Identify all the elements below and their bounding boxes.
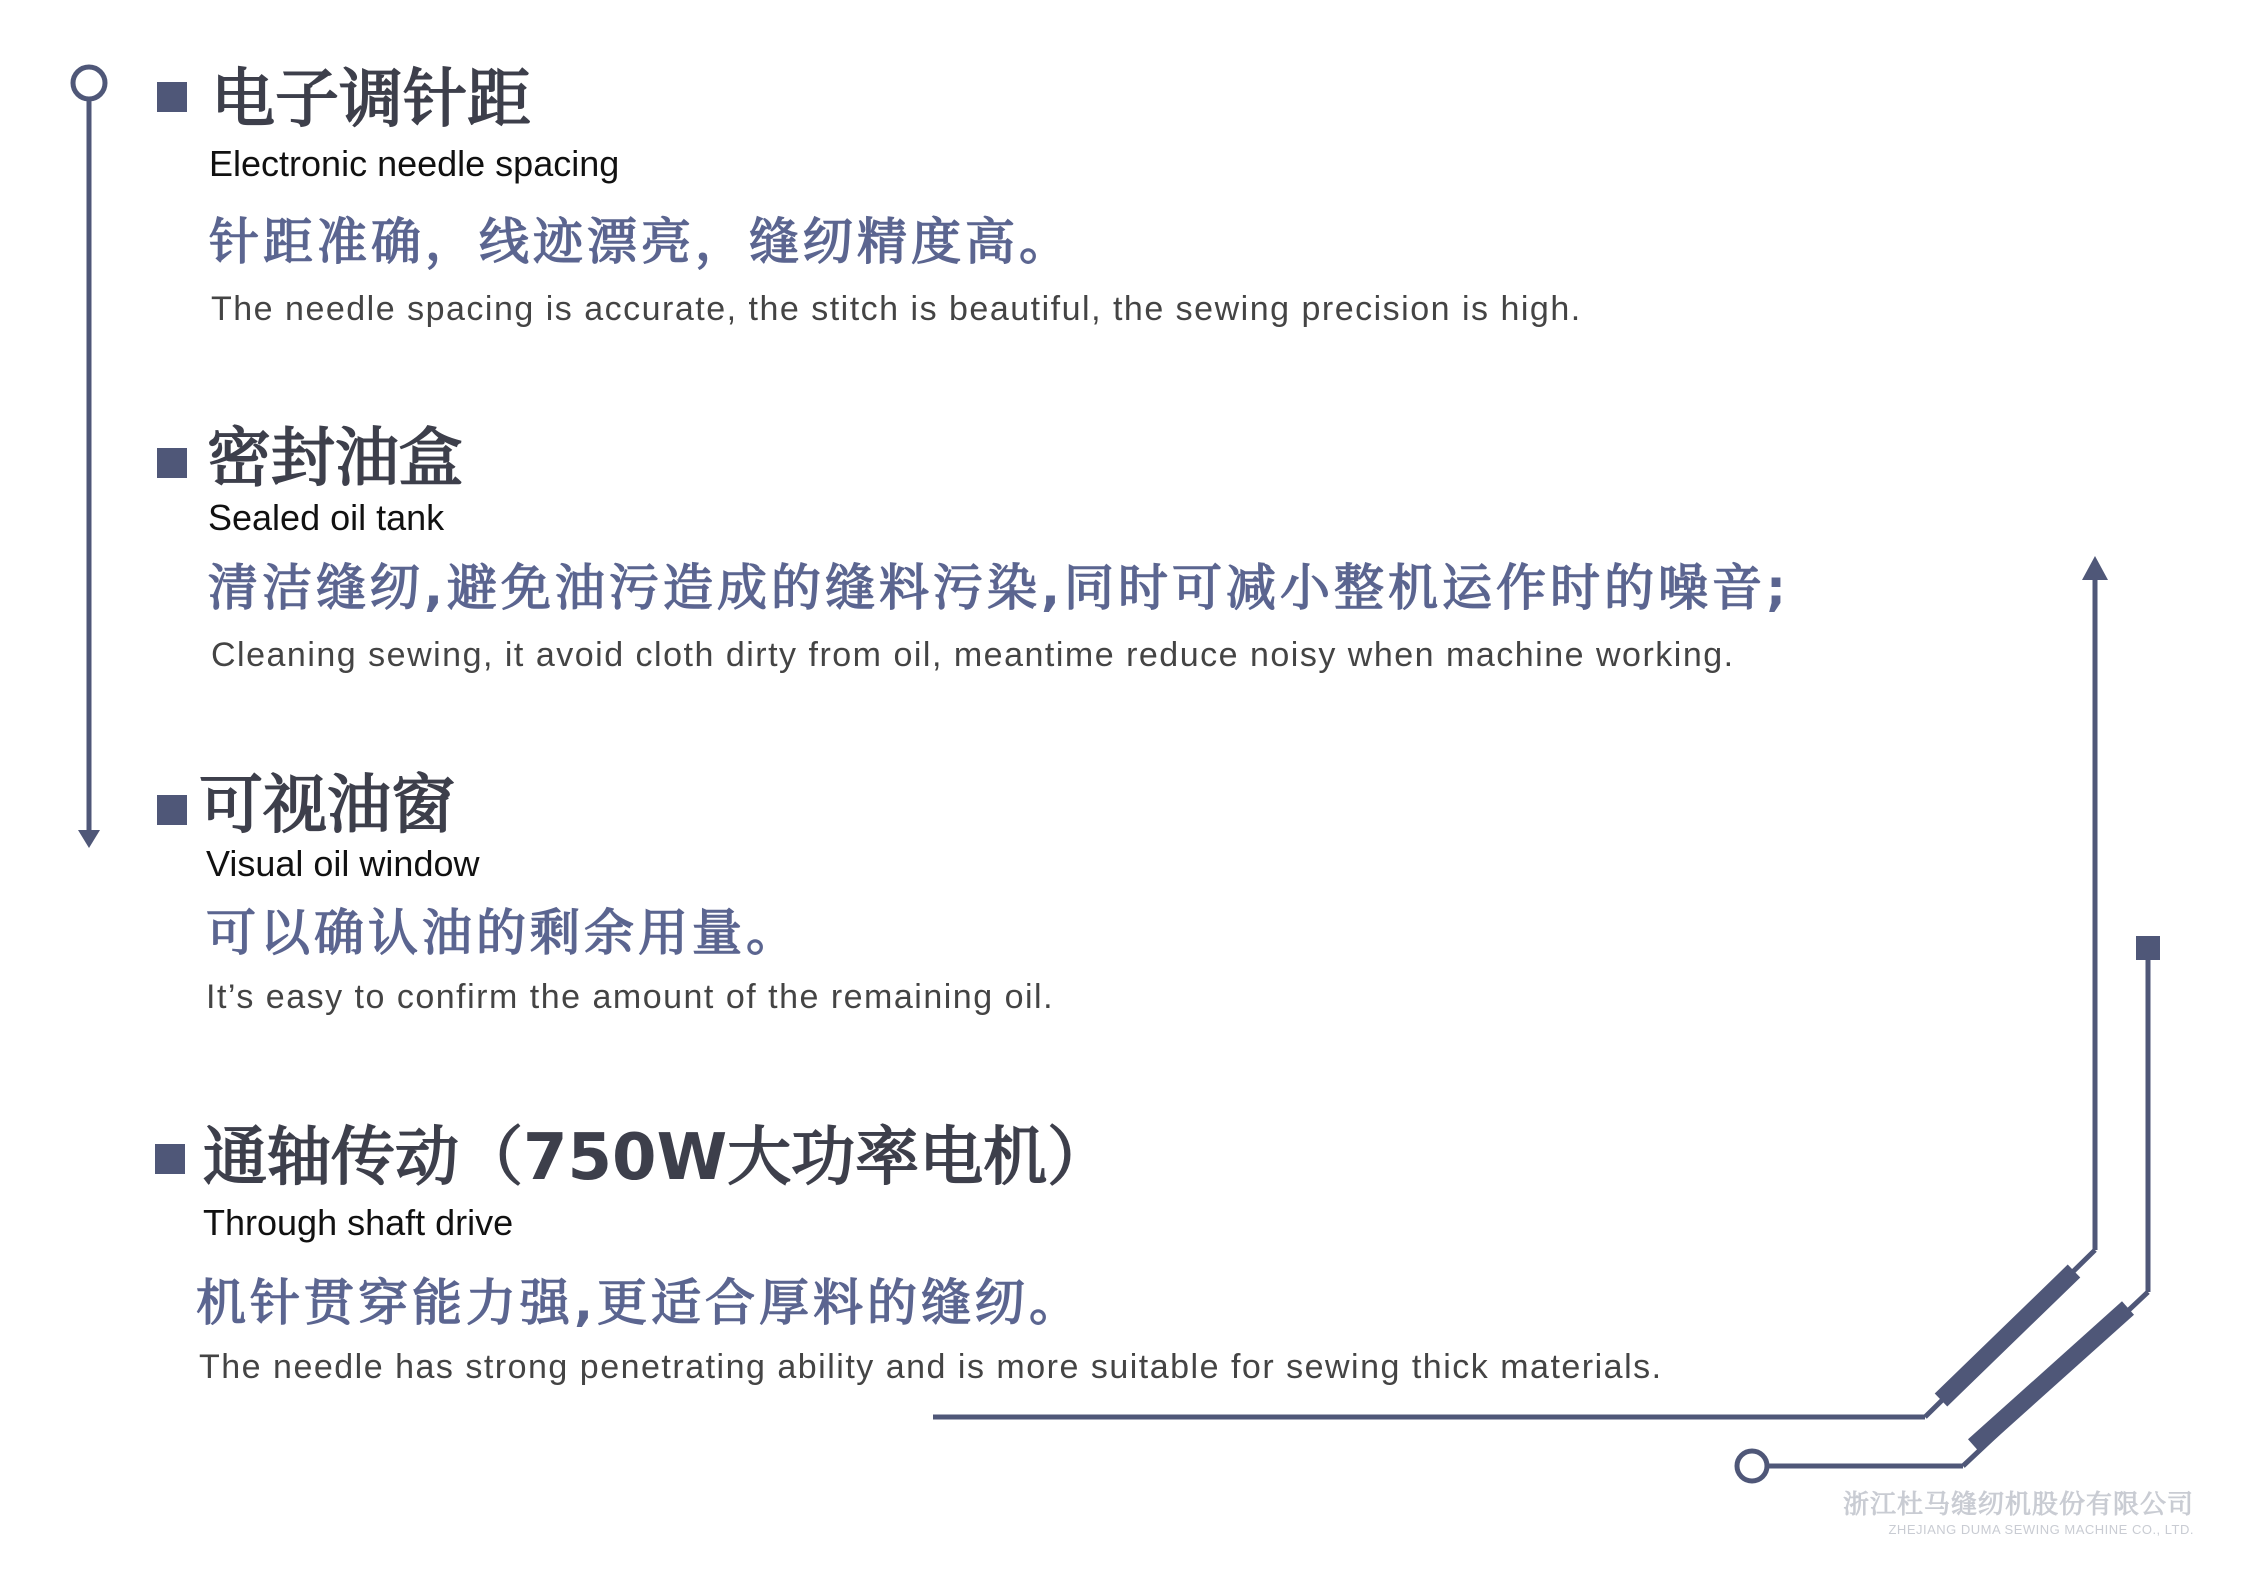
company-name-zh: 浙江杜马缝纫机股份有限公司 — [1842, 1490, 2194, 1520]
feature-title-zh: 可视油窗 — [199, 769, 455, 843]
circuit-thick-segment-lower — [1974, 1308, 2128, 1446]
circuit-end-circle — [1737, 1451, 1767, 1481]
square-bullet-icon — [157, 82, 187, 112]
feature-title-en: Visual oil window — [206, 843, 480, 884]
square-bullet-icon — [157, 795, 187, 825]
feature-title-zh: 通轴传动（750W大功率电机） — [203, 1121, 1112, 1195]
feature-description-en: Cleaning sewing, it avoid cloth dirty from oil, meantime reduce noisy when machine working. — [211, 636, 1735, 674]
feature-description-zh: 可以确认油的剩余用量。 — [206, 904, 800, 962]
feature-description-zh: 清洁缝纫,避免油污造成的缝料污染,同时可减小整机运作时的噪音; — [208, 559, 1790, 617]
feature-description-zh: 机针贯穿能力强,更适合厚料的缝纫。 — [196, 1274, 1083, 1332]
feature-description-en: The needle has strong penetrating ability and is more suitable for sewing thick materials. — [199, 1348, 1663, 1386]
feature-title-en: Sealed oil tank — [208, 497, 445, 538]
feature-description-zh: 针距准确，线迹漂亮，缝纫精度高。 — [209, 213, 1073, 271]
feature-title-zh: 密封油盒 — [207, 422, 463, 496]
square-bullet-icon — [157, 448, 187, 478]
circuit-decoration — [933, 578, 2148, 1481]
feature-title-zh: 电子调针距 — [211, 63, 531, 137]
feature-description-en: The needle spacing is accurate, the stitch is beautiful, the sewing precision is high. — [211, 290, 1582, 328]
timeline-arrow-down-icon — [78, 830, 100, 848]
company-name-en: ZHEJIANG DUMA SEWING MACHINE CO., LTD. — [1888, 1522, 2194, 1537]
timeline-start-circle — [73, 67, 105, 99]
circuit-arrow-up-icon — [2082, 556, 2108, 580]
company-logo — [1843, 1492, 2194, 1537]
feature-description-en: It’s easy to confirm the amount of the remaining oil. — [206, 978, 1055, 1016]
circuit-square-terminal-icon — [2136, 936, 2160, 960]
feature-title-en: Through shaft drive — [203, 1202, 514, 1243]
feature-title-en: Electronic needle spacing — [209, 143, 620, 184]
left-timeline — [73, 67, 105, 832]
square-bullet-icon — [155, 1144, 185, 1174]
